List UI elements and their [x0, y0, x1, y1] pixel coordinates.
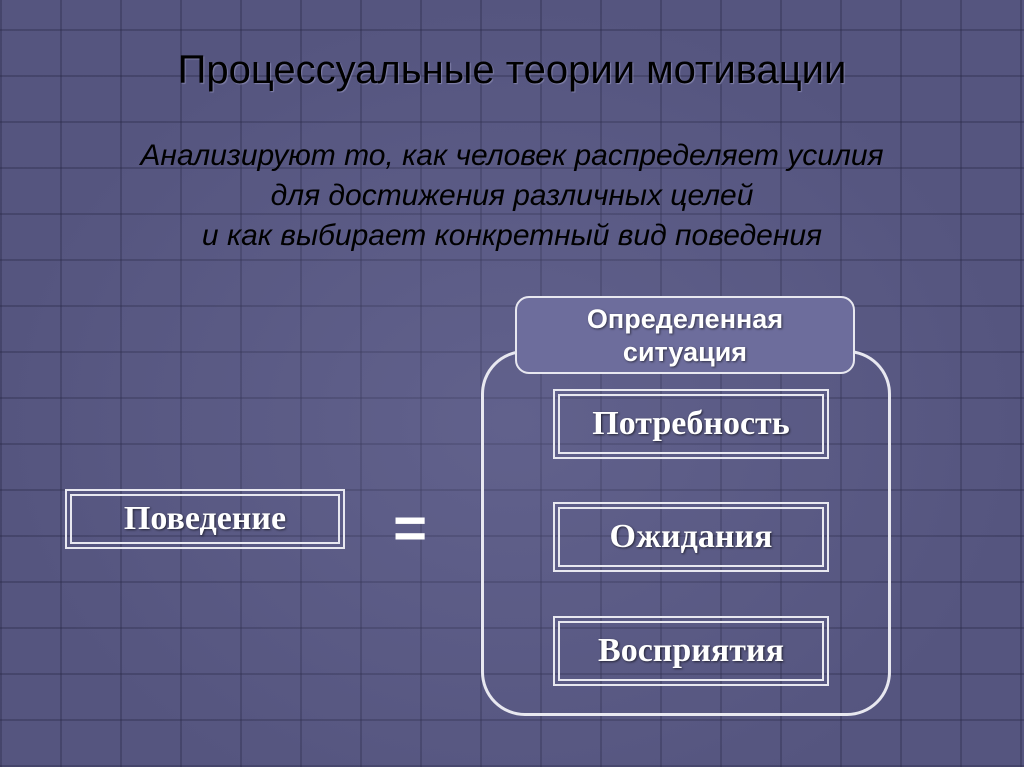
situation-label — [515, 296, 855, 374]
subtitle-line-1: Анализируют то, как человек распределяет усилия — [140, 139, 884, 172]
situation-line-1: Определенная — [586, 304, 784, 334]
factor-need-box: Потребность — [558, 394, 824, 454]
situation-line-2: ситуация — [622, 337, 748, 367]
factor-perceptions-box: Восприятия — [558, 621, 824, 681]
subtitle-line-3: и как выбирает конкретный вид поведения — [201, 219, 823, 252]
factor-expectations-box: Ожидания — [558, 507, 824, 567]
subtitle-line-2: для достижения различных целей — [270, 179, 754, 212]
slide-subtitle — [0, 136, 1024, 256]
equals-sign: = — [393, 495, 427, 561]
behavior-box: Поведение — [70, 494, 340, 544]
slide-title: Процессуальные теории мотивации — [177, 48, 847, 92]
